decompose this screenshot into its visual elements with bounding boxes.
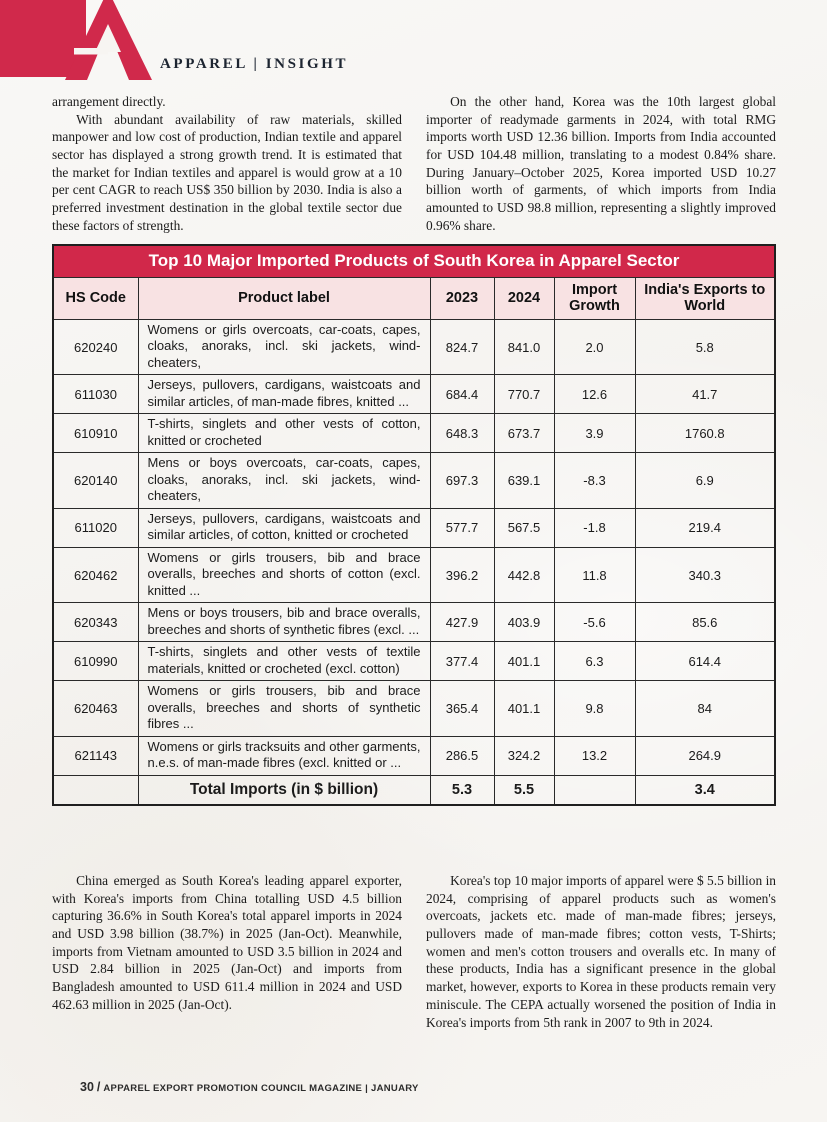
india-exports-cell: 84	[635, 681, 775, 737]
imports-table-container	[52, 244, 776, 806]
import-growth-cell: 9.8	[554, 681, 635, 737]
product-label-cell: T-shirts, singlets and other vests of textile materials, knitted or crocheted (excl. cotton)	[138, 642, 430, 681]
table-row	[53, 453, 775, 509]
import-growth-cell: -5.6	[554, 603, 635, 642]
india-exports-cell: 219.4	[635, 508, 775, 547]
table-row	[53, 375, 775, 414]
hs-code-cell: 611030	[53, 375, 138, 414]
paragraph: Korea's top 10 major imports of apparel were $ 5.5 billion in 2024, comprising of apparel products such as women's overcoats, jackets etc. made of man-made fibres; jerseys, pullovers made of man-made fibres; cotton vests, T-Shirts; women and men's cotton trousers and overalls etc. In many of these products, India has a significant presence in the global market, however, exports to Korea in these products remain very miniscule. The CEPA actually worsened the position of India in Korea's imports from 5th rank in 2007 to 9th in 2024.	[426, 873, 776, 1030]
value-2023-cell: 577.7	[430, 508, 494, 547]
footer-magazine-title: APPAREL EXPORT PROMOTION COUNCIL MAGAZINE | JANUARY	[103, 1083, 419, 1094]
value-2024-cell: 403.9	[494, 603, 554, 642]
total-empty-cell	[53, 775, 138, 804]
value-2023-cell: 648.3	[430, 414, 494, 453]
value-2023-cell: 824.7	[430, 319, 494, 375]
table-row	[53, 414, 775, 453]
hs-code-cell: 610910	[53, 414, 138, 453]
analysis-left-column	[52, 872, 402, 1031]
col-header-2023: 2023	[430, 277, 494, 319]
india-exports-cell: 340.3	[635, 547, 775, 603]
table-row	[53, 547, 775, 603]
col-header-import-growth: Import Growth	[554, 277, 635, 319]
import-growth-cell: 11.8	[554, 547, 635, 603]
value-2023-cell: 286.5	[430, 736, 494, 775]
value-2023-cell: 377.4	[430, 642, 494, 681]
product-label-cell: Womens or girls trousers, bib and brace overalls, breeches and shorts of synthetic fibres ...	[138, 681, 430, 737]
india-exports-cell: 264.9	[635, 736, 775, 775]
table-row	[53, 508, 775, 547]
paragraph: With abundant availability of raw materials, skilled manpower and low cost of production, Indian textile and apparel sector has displayed a strong growth trend. It is estimated that the market for Indian textiles and apparel is would grow at a 10 per cent CAGR to reach US$ 350 billion by 2030. India is also a preferred investment destination in the global textile sector due these factors of strength.	[52, 111, 402, 233]
import-growth-cell: 6.3	[554, 642, 635, 681]
intro-right-column	[426, 93, 776, 235]
product-label-cell: Mens or boys trousers, bib and brace overalls, breeches and shorts of synthetic fibres (excl. ...	[138, 603, 430, 642]
product-label-cell: Jerseys, pullovers, cardigans, waistcoats and similar articles, of cotton, knitted or crocheted	[138, 508, 430, 547]
page-footer	[80, 1078, 419, 1096]
value-2024-cell: 324.2	[494, 736, 554, 775]
table-row	[53, 681, 775, 737]
import-growth-cell: -1.8	[554, 508, 635, 547]
product-label-cell: Mens or boys overcoats, car-coats, capes, cloaks, anoraks, incl. ski jackets, wind-cheaters,	[138, 453, 430, 509]
apparel-a-logo-icon	[60, 0, 156, 80]
india-exports-cell: 5.8	[635, 319, 775, 375]
import-growth-cell: 3.9	[554, 414, 635, 453]
paragraph: On the other hand, Korea was the 10th largest global importer of readymade garments in 2024, with total RMG imports worth USD 12.36 billion. Imports from India accounted for USD 104.48 million, translating to a modest 0.84% share. During January–October 2025, Korea imported USD 10.27 billion worth of garments, of which imports from India amounted to USD 98.8 million, representing a slightly improved 0.96% share.	[426, 94, 776, 233]
table-total-row	[53, 775, 775, 804]
value-2024-cell: 442.8	[494, 547, 554, 603]
value-2024-cell: 567.5	[494, 508, 554, 547]
analysis-right-column	[426, 872, 776, 1031]
total-2023-cell: 5.3	[430, 775, 494, 804]
india-exports-cell: 41.7	[635, 375, 775, 414]
page-number: 30	[80, 1080, 94, 1094]
value-2024-cell: 673.7	[494, 414, 554, 453]
india-exports-cell: 85.6	[635, 603, 775, 642]
value-2023-cell: 684.4	[430, 375, 494, 414]
import-growth-cell: 13.2	[554, 736, 635, 775]
table-row	[53, 603, 775, 642]
hs-code-cell: 621143	[53, 736, 138, 775]
col-header-product-label: Product label	[138, 277, 430, 319]
col-header-india-exports: India's Exports to World	[635, 277, 775, 319]
table-title-row	[53, 245, 775, 277]
value-2024-cell: 841.0	[494, 319, 554, 375]
hs-code-cell: 610990	[53, 642, 138, 681]
col-header-2024: 2024	[494, 277, 554, 319]
product-label-cell: T-shirts, singlets and other vests of cotton, knitted or crocheted	[138, 414, 430, 453]
intro-left-column	[52, 93, 402, 235]
value-2023-cell: 396.2	[430, 547, 494, 603]
table-row	[53, 642, 775, 681]
table-row	[53, 319, 775, 375]
product-label-cell: Jerseys, pullovers, cardigans, waistcoats and similar articles, of man-made fibres, knitted ...	[138, 375, 430, 414]
paragraph: China emerged as South Korea's leading apparel exporter, with Korea's imports from China totalling USD 4.5 billion capturing 36.6% in South Korea's total apparel imports in 2024 and USD 3.98 billion (38.7%) in 2025 (Jan-Oct). Meanwhile, imports from Vietnam amounted to USD 3.5 billion in 2024 and USD 2.84 billion in 2025 (Jan-Oct) and imports from Bangladesh amounted to USD 611.4 million in 2024 and USD 462.63 million in 2025 (Jan-Oct).	[52, 873, 402, 1012]
product-label-cell: Womens or girls overcoats, car-coats, capes, cloaks, anoraks, incl. ski jackets, wind-cheaters,	[138, 319, 430, 375]
paragraph: arrangement directly.	[52, 94, 166, 109]
col-header-hs-code: HS Code	[53, 277, 138, 319]
value-2024-cell: 401.1	[494, 681, 554, 737]
value-2024-cell: 401.1	[494, 642, 554, 681]
hs-code-cell: 620140	[53, 453, 138, 509]
hs-code-cell: 611020	[53, 508, 138, 547]
analysis-text-block	[52, 872, 776, 1031]
hs-code-cell: 620462	[53, 547, 138, 603]
product-label-cell: Womens or girls trousers, bib and brace overalls, breeches and shorts of cotton (excl. knitted ...	[138, 547, 430, 603]
magazine-section-title: APPAREL | INSIGHT	[160, 56, 349, 72]
table-header-row	[53, 277, 775, 319]
hs-code-cell: 620463	[53, 681, 138, 737]
total-exports-cell: 3.4	[635, 775, 775, 804]
india-exports-cell: 1760.8	[635, 414, 775, 453]
hs-code-cell: 620240	[53, 319, 138, 375]
india-exports-cell: 6.9	[635, 453, 775, 509]
imports-table	[52, 244, 776, 806]
table-title: Top 10 Major Imported Products of South Korea in Apparel Sector	[53, 245, 775, 277]
table-row	[53, 736, 775, 775]
footer-separator: /	[96, 1080, 101, 1094]
total-2024-cell: 5.5	[494, 775, 554, 804]
total-label-cell: Total Imports (in $ billion)	[138, 775, 430, 804]
intro-text-block	[52, 93, 776, 235]
import-growth-cell: -8.3	[554, 453, 635, 509]
value-2024-cell: 639.1	[494, 453, 554, 509]
india-exports-cell: 614.4	[635, 642, 775, 681]
value-2023-cell: 697.3	[430, 453, 494, 509]
import-growth-cell: 12.6	[554, 375, 635, 414]
value-2023-cell: 427.9	[430, 603, 494, 642]
product-label-cell: Womens or girls tracksuits and other garments, n.e.s. of man-made fibres (excl. knitted or ...	[138, 736, 430, 775]
hs-code-cell: 620343	[53, 603, 138, 642]
value-2024-cell: 770.7	[494, 375, 554, 414]
import-growth-cell: 2.0	[554, 319, 635, 375]
value-2023-cell: 365.4	[430, 681, 494, 737]
total-growth-cell	[554, 775, 635, 804]
